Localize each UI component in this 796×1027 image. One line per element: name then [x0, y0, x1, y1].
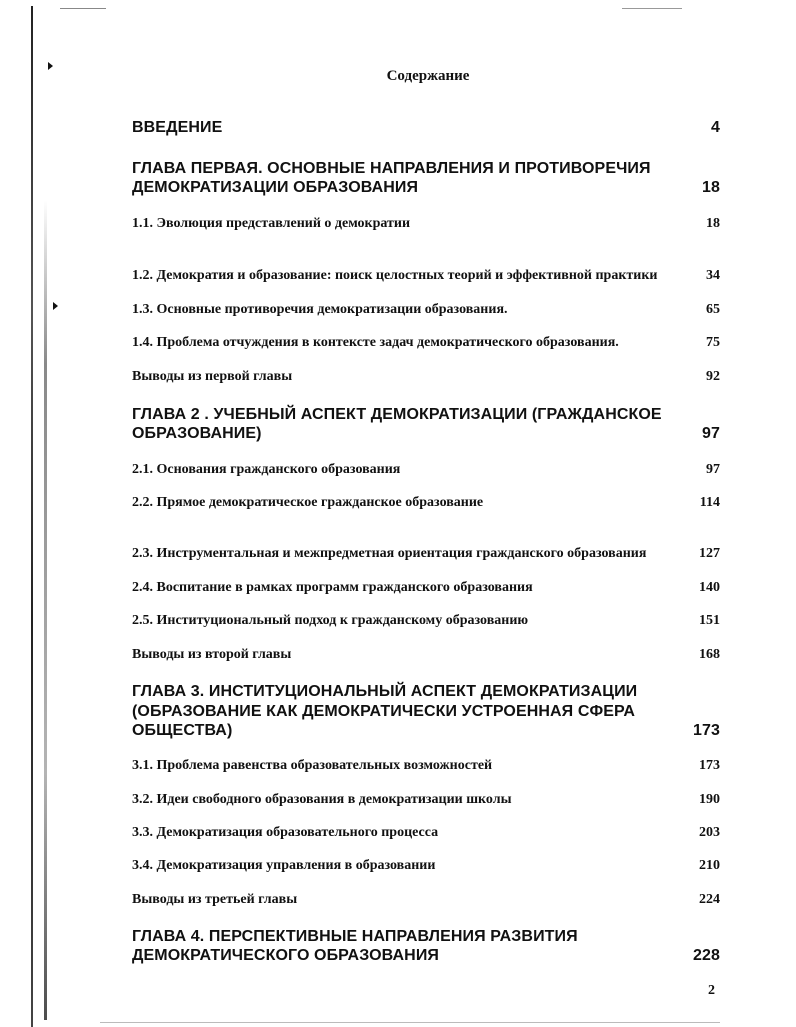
toc-entry-title: ГЛАВА ПЕРВАЯ. ОСНОВНЫЕ НАПРАВЛЕНИЯ И ПРОТИВОРЕЧИЯ ДЕМОКРАТИЗАЦИИ ОБРАЗОВАНИЯ: [132, 159, 651, 197]
toc-entry-page: 97: [706, 461, 720, 477]
toc-entry: [132, 363, 720, 385]
toc-entry-page: 210: [699, 857, 720, 873]
toc-entry-title: Выводы из первой главы: [132, 368, 293, 384]
toc-entry: [132, 329, 720, 351]
toc-entry: [132, 819, 720, 841]
toc-entry-page: 173: [699, 757, 720, 773]
toc-entry: [132, 296, 720, 318]
toc-entry-title: 2.2. Прямое демократическое гражданское образование: [132, 494, 484, 510]
toc-entry-page: 228: [693, 947, 720, 965]
page-number: 2: [708, 983, 715, 998]
toc-entry-page: 34: [706, 267, 720, 283]
toc-entry: [132, 786, 720, 808]
toc-entry-title: ГЛАВА 4. ПЕРСПЕКТИВНЫЕ НАПРАВЛЕНИЯ РАЗВИТИЯ ДЕМОКРАТИЧЕСКОГО ОБРАЗОВАНИЯ: [132, 927, 578, 965]
toc-entry-title: Выводы из третьей главы: [132, 891, 298, 907]
toc-entry-title: 3.4. Демократизация управления в образовании: [132, 857, 436, 873]
toc-entry-title: 2.4. Воспитание в рамках программ гражданского образования: [132, 579, 533, 595]
toc-entry-page: 224: [699, 891, 720, 907]
toc-entry-title: 1.1. Эволюция представлений о демократии: [132, 215, 411, 231]
toc-entry: [132, 112, 720, 138]
binder-hole-mark-icon: [53, 302, 58, 310]
toc-entry-title: Выводы из второй главы: [132, 646, 292, 662]
toc-entry: [132, 489, 720, 511]
scan-shadow-line: [44, 200, 47, 1020]
scan-artifact-line: [100, 1022, 720, 1023]
toc-entry-page: 114: [699, 494, 720, 510]
toc-entry-title: 1.2. Демократия и образование: поиск целостных теорий и эффективной практики: [132, 267, 658, 283]
toc-entry-title: 2.3. Инструментальная и межпредметная ориентация гражданского образования: [132, 545, 647, 561]
scan-border-line: [31, 6, 33, 1027]
toc-entry-page: 18: [702, 179, 720, 197]
toc-entry-title: 1.4. Проблема отчуждения в контексте задач демократического образования.: [132, 334, 619, 350]
toc-entry-page: 4: [711, 119, 720, 137]
page-title: Содержание: [386, 68, 470, 84]
toc-entry-page: 97: [702, 425, 720, 443]
toc-entry-title: 1.3. Основные противоречия демократизации образования.: [132, 301, 508, 317]
toc-entry: [132, 244, 720, 284]
toc-entry-page: 190: [699, 791, 720, 807]
scan-artifact-line: [60, 8, 106, 9]
toc-entry: [132, 456, 720, 478]
toc-entry-page: 173: [693, 722, 720, 740]
toc-entry-page: 127: [699, 545, 720, 561]
toc-entry: [132, 404, 720, 444]
toc-entry-page: 75: [706, 334, 720, 350]
toc-entry-title: ГЛАВА 2 . УЧЕБНЫЙ АСПЕКТ ДЕМОКРАТИЗАЦИИ (ГРАЖДАНСКОЕ ОБРАЗОВАНИЕ): [132, 405, 662, 443]
toc-entry-title: ВВЕДЕНИЕ: [132, 119, 223, 137]
toc-entry: [132, 852, 720, 874]
toc-entry-page: 151: [699, 612, 720, 628]
toc-entry-title: 3.2. Идеи свободного образования в демократизации школы: [132, 791, 512, 807]
scan-artifact-line: [622, 8, 682, 9]
toc-entry-title: ГЛАВА 3. ИНСТИТУЦИОНАЛЬНЫЙ АСПЕКТ ДЕМОКРАТИЗАЦИИ (ОБРАЗОВАНИЕ КАК ДЕМОКРАТИЧЕСКИ УСТРОЕННАЯ СФЕРА ОБЩЕСТВА): [132, 683, 638, 740]
toc-entry-title: 3.3. Демократизация образовательного процесса: [132, 824, 439, 840]
toc-entry-page: 168: [699, 646, 720, 662]
toc-entry-page: 65: [706, 301, 720, 317]
toc-entry-title: 2.1. Основания гражданского образования: [132, 461, 401, 477]
toc-entry: [132, 607, 720, 629]
toc-entry: [132, 681, 720, 741]
toc-entry: [132, 522, 720, 562]
toc-entry-page: 18: [706, 215, 720, 231]
toc-entry: [132, 158, 720, 198]
toc-entry: [132, 574, 720, 596]
toc-entry-page: 140: [699, 579, 720, 595]
toc-entry: [132, 752, 720, 774]
toc-entry: [132, 926, 720, 966]
toc-entry-page: 92: [706, 368, 720, 384]
toc-entry-title: 3.1. Проблема равенства образовательных возможностей: [132, 757, 493, 773]
toc-entry: [132, 210, 720, 232]
toc-entry-title: 2.5. Институциональный подход к гражданскому образованию: [132, 612, 529, 628]
toc-entry-page: 203: [699, 824, 720, 840]
toc-entry: [132, 641, 720, 663]
toc-entry: [132, 886, 720, 908]
